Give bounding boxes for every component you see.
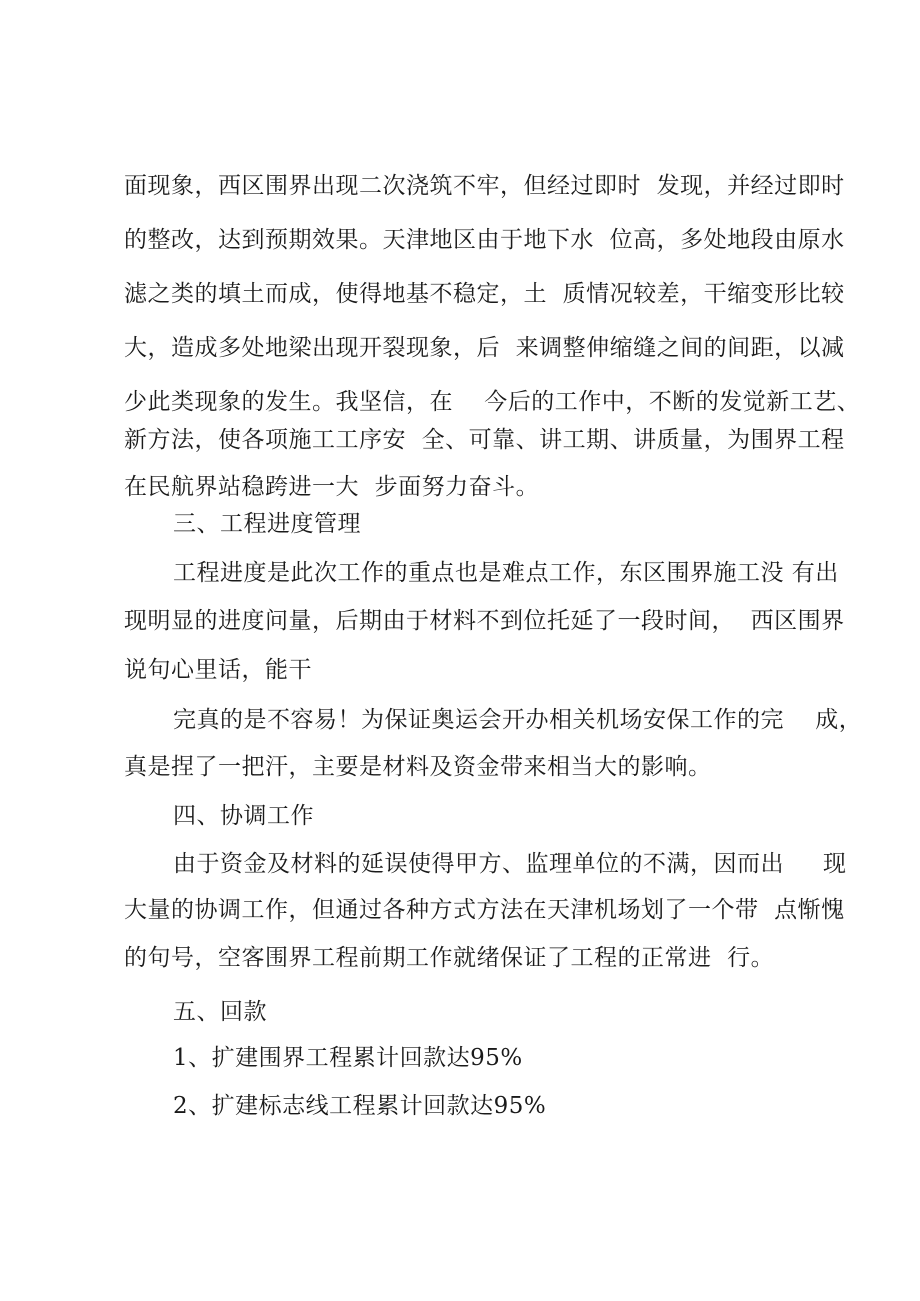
paragraph-line: 在民航界站稳跨进一大 步面努力奋斗。 [124,474,540,500]
paragraph-line: 大，造成多处地梁出现开裂现象，后 来调整伸缩缝之间的间距，以减 [124,335,845,361]
paragraph-line: 真是捏了一把汗，主要是材料及资金带来相当大的影响。 [124,754,712,780]
paragraph-line: 新方法，使各项施工工序安 全、可靠、讲工期、讲质量，为围界工程 [124,427,845,453]
section-heading: 五、回款 [173,999,267,1025]
paragraph-line: 少此类现象的发生。我坚信，在 今后的工作中，不断的发觉新工艺、 [124,389,861,415]
list-item: 1、扩建围界工程累计回款达95% [173,1045,523,1071]
paragraph-line: 大量的协调工作，但通过各种方式方法在天津机场划了一个带 点惭愧 [124,897,845,923]
section-heading: 三、工程进度管理 [173,511,361,537]
paragraph-line: 的整改，达到预期效果。天津地区由于地下水 位高，多处地段由原水 [124,227,845,253]
paragraph-line: 现明显的进度问量，后期由于材料不到位托延了一段时间， 西区围界 [124,608,845,634]
paragraph-line: 面现象，西区围界出现二次浇筑不牢，但经过即时 发现，并经过即时 [124,173,845,199]
paragraph-line: 的句号，空客围界工程前期工作就绪保证了工程的正常进 行。 [124,945,775,971]
paragraph-line: 由于资金及材料的延误使得甲方、监理单位的不满，因而出 现 [173,851,847,877]
paragraph-line: 完真的是不容易！为保证奥运会开办相关机场安保工作的完 成， [173,707,863,733]
list-item: 2、扩建标志线工程累计回款达95% [173,1093,547,1119]
paragraph-line: 滤之类的填土而成，使得地基不稳定，土 质情况较差，干缩变形比较 [124,281,845,307]
paragraph-line: 说句心里话，能干 [124,657,312,683]
section-heading: 四、协调工作 [173,803,314,829]
paragraph-line: 工程进度是此次工作的重点也是难点工作，东区围界施工没 有出 [173,560,839,586]
